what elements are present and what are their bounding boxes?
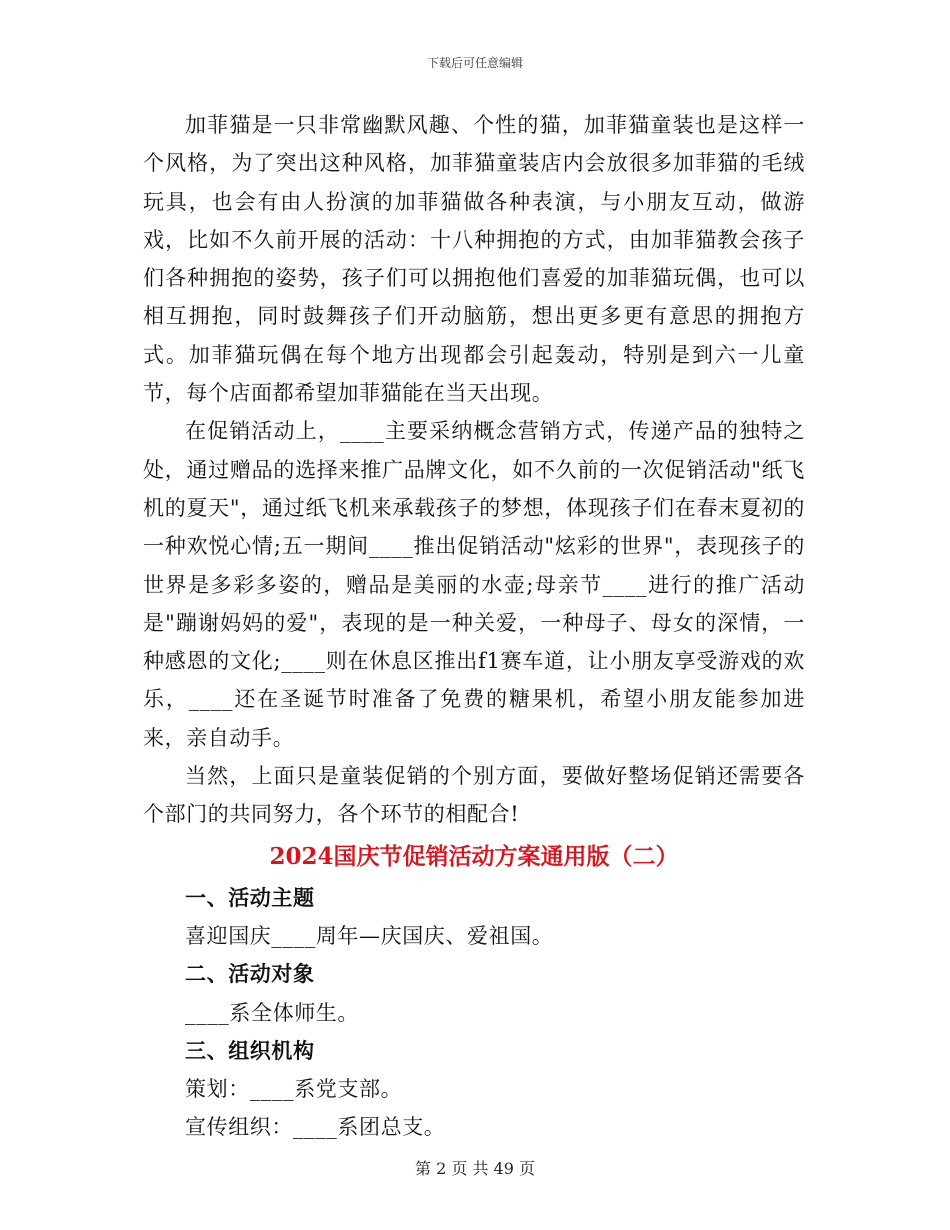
document-body — [143, 106, 805, 1147]
section-heading-organization: 三、组织机构 — [185, 1037, 315, 1063]
section-theme-line: 喜迎国庆____周年—庆国庆、爱祖国。 — [185, 923, 554, 948]
section-organization-planning: 策划：____系党支部。 — [185, 1077, 403, 1102]
document-title: 2024国庆节促销活动方案通用版（二） — [269, 842, 679, 870]
section-heading-audience: 二、活动对象 — [185, 961, 315, 987]
section-heading-theme: 一、活动主题 — [185, 884, 315, 910]
section-organization-publicity: 宣传组织：____系团总支。 — [185, 1115, 446, 1140]
page-header-note: 下载后可任意编辑 — [426, 56, 523, 70]
section-audience-line: ____系全体师生。 — [185, 1000, 359, 1025]
paragraph-garfield-style: 加菲猫是一只非常幽默风趣、个性的猫，加菲猫童装也是这样一个风格，为了突出这种风格，加菲猫童装店内会放很多加菲猫的毛绒玩具，也会有由人扮演的加菲猫做各种表演，与小朋友互动，做游戏，比如不久前开展的活动：十八种拥抱的方式，由加菲猫教会孩子们各种拥抱的姿势，孩子们可以拥抱他们喜爱的加菲猫玩偶，也可以相互拥抱，同时鼓舞孩子们开动脑筋，想出更多更有意思的拥抱方式。加菲猫玩偶在每个地方出现都会引起轰动，特别是到六一儿童节，每个店面都希望加菲猫能在当天出现。 — [143, 113, 805, 406]
page-number-footer: 第 2 页 共 49 页 — [415, 1159, 535, 1178]
paragraph-conclusion: 当然，上面只是童装促销的个别方面，要做好整场促销还需要各个部门的共同努力，各个环节的相配合! — [143, 764, 805, 827]
paragraph-promotion-activities: 在促销活动上，____主要采纳概念营销方式，传递产品的独特之处，通过赠品的选择来推广品牌文化，如不久前的一次促销活动"纸飞机的夏天"，通过纸飞机来承载孩子的梦想，体现孩子们在春末夏初的一种欢悦心情;五一期间____推出促销活动"炫彩的世界"，表现孩子的世界是多彩多姿的，赠品是美丽的水壶;母亲节____进行的推广活动是"蹦谢妈妈的爱"，表现的是一种关爱，一种母子、母女的深情，一种感恩的文化;____则在休息区推出f1赛车道，让小朋友享受游戏的欢乐，____还在圣诞节时准备了免费的糖果机，希望小朋友能参加进来，亲自动手。 — [143, 419, 805, 750]
